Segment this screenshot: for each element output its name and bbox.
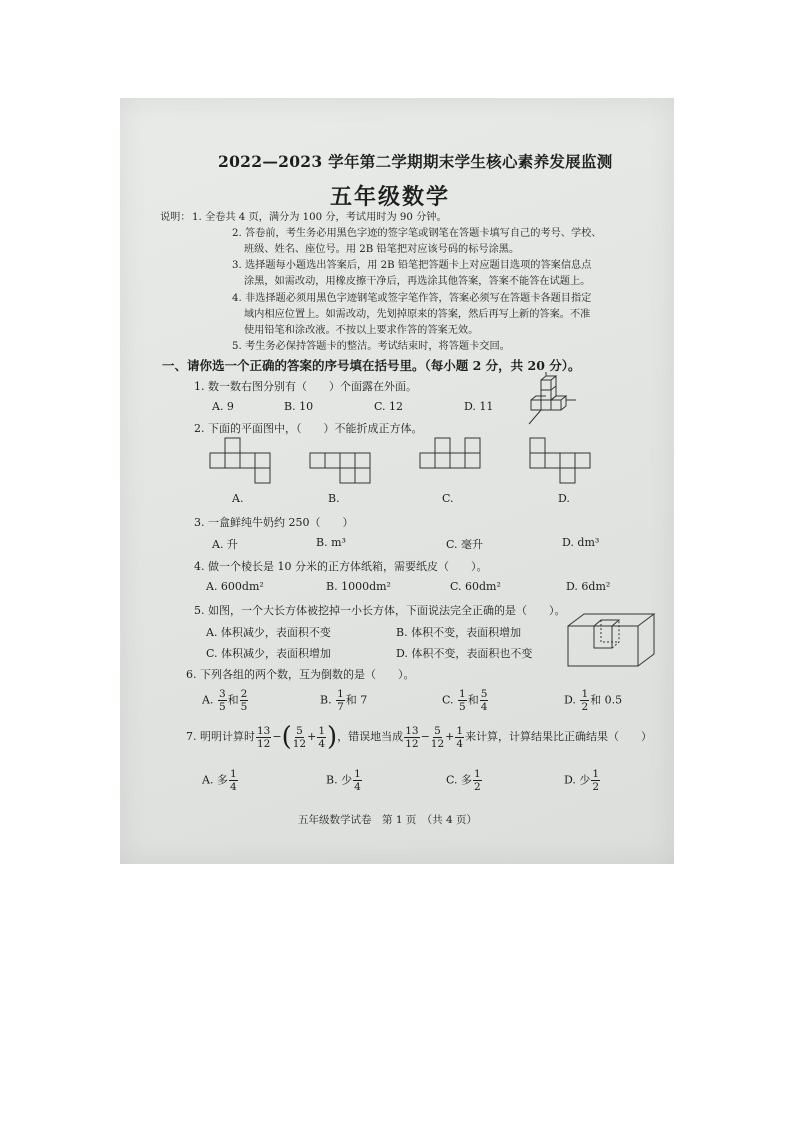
q1-cube-figure	[525, 366, 585, 428]
section-1-title: 一、请你选一个正确的答案的序号填在括号里。（每小题 2 分，共 20 分）。	[162, 358, 581, 373]
q5-stem: 5. 如图，一个大长方体被挖掉一小长方体，下面说法完全正确的是（ ）。	[194, 604, 566, 617]
q2-net-a	[210, 438, 280, 488]
q4-stem: 4. 做一个棱长是 10 分米的正方体纸箱，需要纸皮（ ）。	[194, 560, 488, 573]
q2-net-c	[420, 438, 490, 488]
q7-option-a: A. 多 $\frac{1}{4}$	[202, 768, 237, 793]
q7-stem: 7. 明明计算时 $\frac{13}{12}$ −( $\frac{5}{12}$ + $\frac{1}{4}$ )，错误地当成 $\frac{13}{12}$ − $\frac{5}{12}$ + $\frac{1}{4}$ 来计算，计算结果比正确结果（ ）	[186, 722, 653, 752]
q6-stem: 6. 下列各组的两个数，互为倒数的是（ ）。	[186, 668, 415, 681]
note-line-3: 班级、姓名、座位号。用 2B 铅笔把对应该号码的标号涂黑。	[244, 244, 520, 255]
q4-option-a: A. 600dm²	[206, 580, 264, 593]
note-line-9: 5. 考生务必保持答题卡的整洁。考试结束时，将答题卡交回。	[232, 341, 510, 352]
q6-option-d: D. $\frac{1}{2}$ 和 0.5	[564, 688, 623, 713]
q6-option-b: B. $\frac{1}{7}$ 和 7	[320, 688, 368, 713]
note-line-1: 1. 全卷共 4 页，满分为 100 分，考试用时为 90 分钟。	[192, 212, 447, 223]
exam-subject: 五年级数学	[330, 184, 451, 210]
q3-option-a: A. 升	[212, 538, 238, 551]
q2-stem: 2. 下面的平面图中，（ ）不能折成正方体。	[194, 422, 423, 435]
q2-option-c: C.	[442, 492, 454, 505]
q6-c-frac-2: $\frac{5}{4}$	[480, 688, 488, 713]
q4-option-c: C. 60dm²	[450, 580, 501, 593]
q7-option-c: C. 多 $\frac{1}{2}$	[446, 768, 481, 793]
q6-a-frac-1: $\frac{3}{5}$	[218, 688, 226, 713]
q5-option-a: A. 体积减少，表面积不变	[206, 626, 331, 639]
q1-option-a: A. 9	[212, 400, 234, 413]
q7-option-d: D. 少 $\frac{1}{2}$	[564, 768, 600, 793]
q7-option-b: B. 少 $\frac{1}{4}$	[326, 768, 361, 793]
q2-option-b: B.	[328, 492, 340, 505]
page-footer: 五年级数学试卷 第 1 页 （共 4 页）	[298, 814, 477, 826]
q6-a-frac-2: $\frac{2}{5}$	[240, 688, 248, 713]
q2-option-d: D.	[558, 492, 570, 505]
q1-option-d: D. 11	[464, 400, 494, 413]
note-line-5: 涂黑，如需改动，用橡皮擦干净后，再选涂其他答案，答案不能答在试题上。	[244, 276, 591, 287]
q1-option-b: B. 10	[284, 400, 314, 413]
q5-option-d: D. 体积不变，表面积也不变	[396, 647, 533, 660]
q5-option-b: B. 体积不变，表面积增加	[396, 626, 522, 639]
q6-option-c: C. $\frac{1}{5}$ 和 $\frac{5}{4}$	[442, 688, 488, 713]
note-line-2: 2. 答卷前，考生务必用黑色字迹的签字笔或钢笔在答题卡填写自己的考号、学校、	[232, 228, 602, 239]
q4-option-b: B. 1000dm²	[326, 580, 391, 593]
q6-d-frac: $\frac{1}{2}$	[581, 688, 589, 713]
notes-label: 说明：	[160, 212, 191, 223]
q3-stem: 3. 一盒鲜纯牛奶约 250（ ）	[194, 516, 354, 529]
q2-net-b	[310, 438, 380, 488]
q3-option-b: B. m³	[316, 536, 346, 549]
exam-photo	[120, 98, 674, 864]
q3-option-d: D. dm³	[562, 536, 600, 549]
note-line-7: 域内相应位置上。如需改动，先划掉原来的答案，然后再写上新的答案。不准	[244, 309, 591, 320]
q5-option-c: C. 体积减少，表面积增加	[206, 647, 332, 660]
note-line-8: 使用铅笔和涂改液。不按以上要求作答的答案无效。	[244, 325, 479, 336]
q5-cuboid-figure	[566, 612, 658, 670]
q3-option-c: C. 毫升	[446, 538, 484, 551]
q6-c-frac-1: $\frac{1}{5}$	[459, 688, 466, 713]
q2-option-a: A.	[232, 492, 244, 505]
q6-b-frac: $\frac{1}{7}$	[337, 688, 344, 713]
q6-option-a: A. $\frac{3}{5}$ 和 $\frac{2}{5}$	[202, 688, 248, 713]
exam-title: 2022—2023 学年第二学期期末学生核心素养发展监测	[218, 152, 613, 171]
note-line-6: 4. 非选择题必须用黑色字迹钢笔或签字笔作答，答案必须写在答题卡各题目指定	[232, 293, 592, 304]
q1-stem: 1. 数一数右图分别有（ ）个面露在外面。	[194, 380, 417, 393]
q2-net-d	[530, 438, 600, 488]
q4-option-d: D. 6dm²	[566, 580, 611, 593]
note-line-4: 3. 选择题每小题选出答案后，用 2B 铅笔把答题卡上对应题目选项的答案信息点	[232, 260, 592, 271]
q1-option-c: C. 12	[374, 400, 404, 413]
